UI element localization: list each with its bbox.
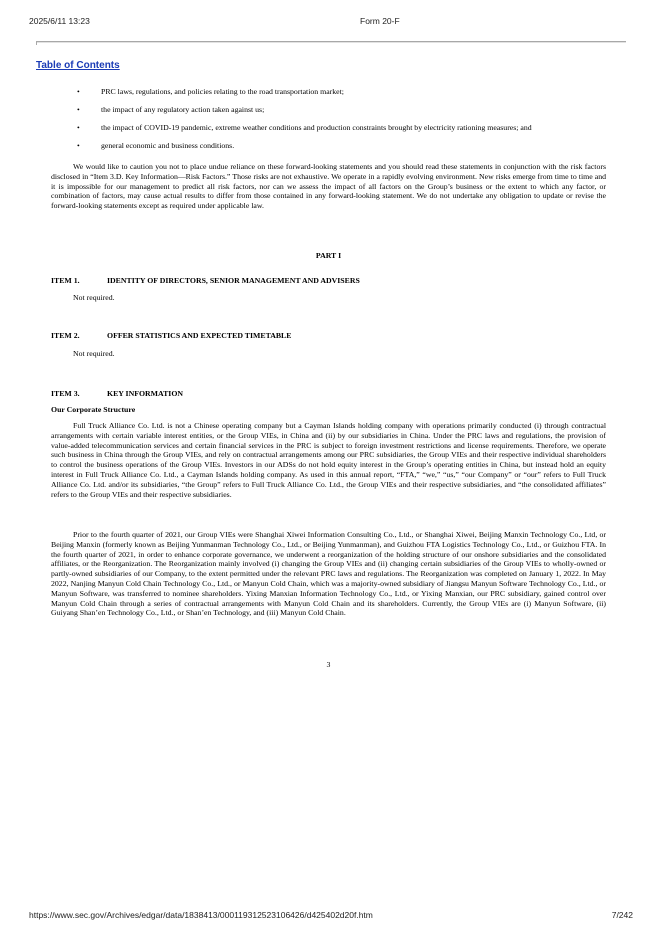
structure-paragraph: Full Truck Alliance Co. Ltd. is not a Chinese operating company but a Cayman Islands holding company with operations primarily conducted (i) through contractual arrangements with certain variable interest entities, or the Group VIEs, in China and (ii) by our subsidiaries in China. Under the PRC laws and regulations, the provision of value-added telecommunication services and certain financial services in the PRC is subject to foreign investment restrictions and license requirements. Therefore, we operate such business in China through the Group VIEs, and rely on contractual arrangements among our PRC subsidiaries, the Group VIEs and their respective individual shareholders to control the business operations of the Group VIEs. Investors in our ADSs do not hold equity interest in the Group’s operating entities in China, but instead hold an equity interest in Full Truck Alliance Co. Ltd., a Cayman Islands holding company. As used in this annual report, “FTA,” “we,” “us,” “our Company” or “our” refers to Full Truck Alliance Co. Ltd. and/or its subsidiaries, “the Group” refers to Full Truck Alliance Co. Ltd., the Group VIEs and their respective subsidiaries, and “the consolidated affiliates” refers to the Group VIEs and their respective subsidiaries. [51,421,606,499]
item-title: IDENTITY OF DIRECTORS, SENIOR MANAGEMENT AND ADVISERS [107,276,360,285]
bullet-text: general economic and business conditions. [101,141,235,150]
print-url: https://www.sec.gov/Archives/edgar/data/1838413/000119312523106426/d425402d20f.htm [29,910,373,920]
page-number: 3 [326,660,331,669]
bullet-text: the impact of any regulatory action taken against us; [101,105,265,114]
item-number: ITEM 3. [51,389,80,398]
divider-tick [36,41,37,45]
item-number: ITEM 1. [51,276,80,285]
item-title: KEY INFORMATION [107,389,184,398]
bullet-marker: • [77,123,80,132]
bullet-marker: • [77,105,80,114]
section-subheading: Our Corporate Structure [51,405,136,414]
item-note: Not required. [73,349,115,358]
item-note: Not required. [73,293,115,302]
bullet-marker: • [77,141,80,150]
print-document-title: Form 20-F [360,16,400,26]
bullet-text: the impact of COVID-19 pandemic, extreme weather conditions and production constraints brought by electricity rationing measures; and [101,123,532,132]
item-number: ITEM 2. [51,331,80,340]
print-datetime: 2025/6/11 13:23 [29,16,90,26]
bullet-text: PRC laws, regulations, and policies relating to the road transportation market; [101,87,344,96]
bullet-marker: • [77,87,80,96]
caution-paragraph: We would like to caution you not to place undue reliance on these forward-looking statements and you should read these statements in conjunction with the risk factors disclosed in “Item 3.D. Key Information—Risk Factors.” Those risks are not exhaustive. We operate in a rapidly evolving environment. New risks emerge from time to time and it is impossible for our management to predict all risk factors, nor can we assess the impact of all factors on the Group’s business or the extent to which any factor, or combination of factors, may cause actual results to differ from those contained in any forward-looking statement. We do not undertake any obligation to update or revise the forward-looking statements except as required under applicable law. [51,162,606,211]
structure-paragraph: Prior to the fourth quarter of 2021, our Group VIEs were Shanghai Xiwei Information Consulting Co., Ltd., or Shanghai Xiwei, Beijing Manxin Technology Co., Ltd, or Beijing Manxin (formerly known as Beijing Yunmanman Technology Co., Ltd., or Beijing Yunmanman), and Guizhou FTA Logistics Technology Co., Ltd., or Guizhou FTA. In the fourth quarter of 2021, in order to enhance corporate governance, we underwent a reorganization of the holding structure of our onshore subsidiaries and the consolidated affiliates, or the Reorganization. The Reorganization mainly involved (i) changing the Group VIEs and (ii) changing certain subsidiaries of the Group VIEs to wholly-owned or partly-owned subsidiaries of our Company, to the extent permitted under the relevant PRC laws and regulations. The Reorganization was completed on January 1, 2022. In May 2022, Nanjing Manyun Cold Chain Technology Co., Ltd., or Manyun Cold Chain, which was a majority-owned subsidiary of Jiangsu Manyun Software Technology Co., Ltd., or Manyun Software, was transferred to nominee shareholders. Yixing Manxian Information Technology Co., Ltd., or Yixing Manxian, our PRC subsidiary, gained control over Manyun Cold Chain through a series of contractual arrangements with Manyun Cold Chain and its shareholders. Currently, the Group VIEs are (i) Manyun Software, (ii) Guiyang Shan’en Technology Co., Ltd., or Shan’en Technology, and (iii) Manyun Cold Chain. [51,530,606,618]
print-page-count: 7/242 [611,910,633,920]
part-heading: PART I [315,251,342,260]
table-of-contents-link[interactable]: Table of Contents [36,60,120,71]
item-title: OFFER STATISTICS AND EXPECTED TIMETABLE [107,331,292,340]
top-divider [36,41,626,43]
